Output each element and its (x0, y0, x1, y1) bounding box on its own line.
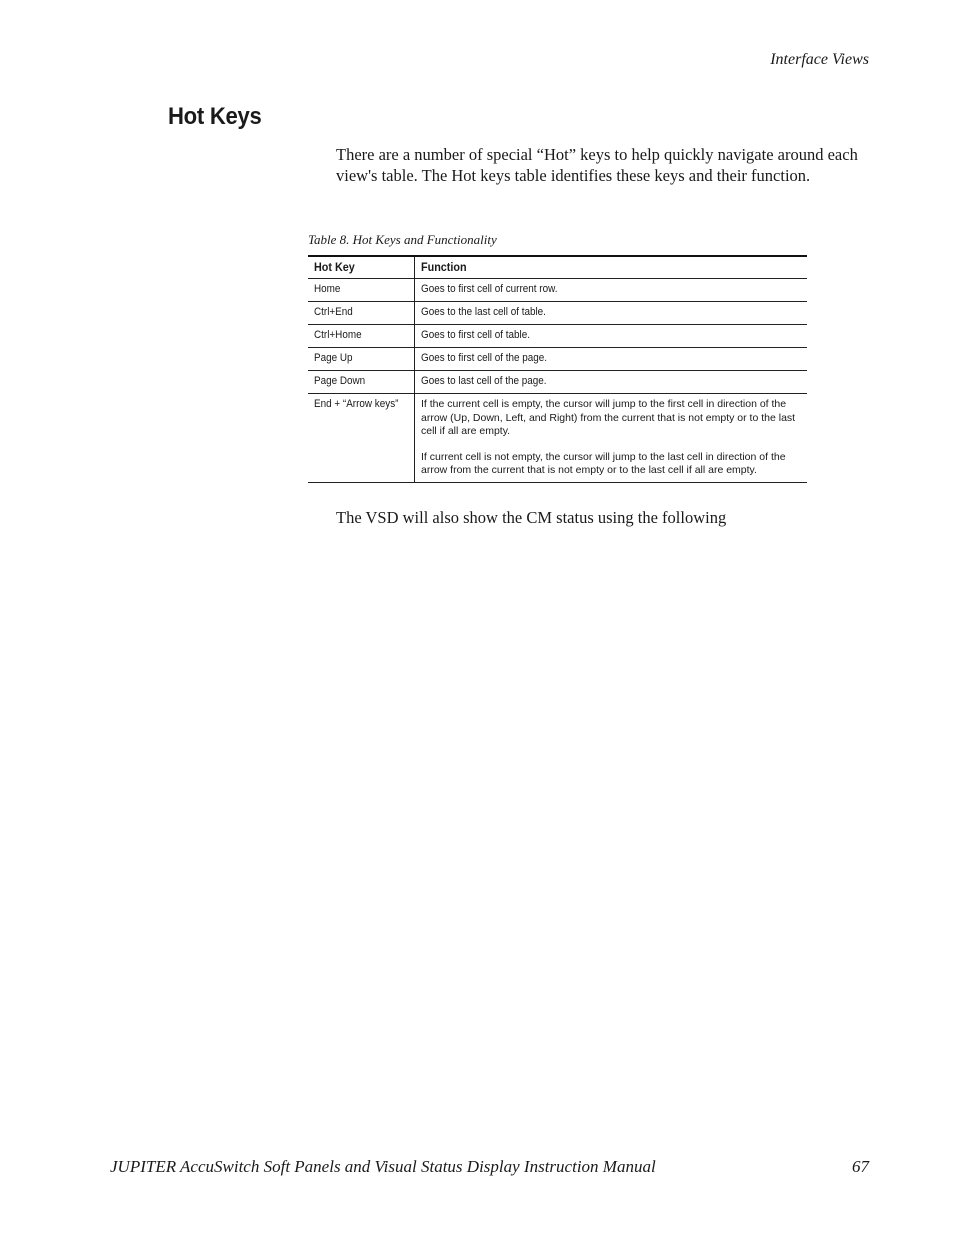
table-caption: Table 8. Hot Keys and Functionality (308, 232, 497, 247)
table-row (308, 325, 807, 348)
column-header-function (415, 256, 808, 279)
footer-page-number: 67 (852, 1157, 869, 1176)
intro-paragraph: There are a number of special “Hot” keys to help quickly navigate around each view's table. The Hot keys table identifies these keys and their function. (336, 145, 858, 185)
function-cell (415, 325, 808, 348)
function-text: Goes to first cell of the page. (421, 352, 548, 364)
column-header-function-label: Function (421, 260, 467, 274)
running-header: Interface Views (770, 51, 869, 68)
function-text-paragraph-1: If the current cell is empty, the cursor will jump to the first cell in direction of the arrow (Up, Down, Left, and Right) from the current that is not empty or to the last cell if all are empty. (421, 398, 796, 437)
table-row (308, 371, 807, 394)
function-text: Goes to last cell of the page. (421, 375, 547, 387)
hot-key-label: Page Up (314, 352, 353, 364)
hot-key-cell (308, 302, 415, 325)
footer-manual-title: JUPITER AccuSwitch Soft Panels and Visual Status Display Instruction Manual (110, 1157, 656, 1176)
section-title: Hot Keys (168, 103, 262, 130)
function-text: Goes to first cell of table. (421, 329, 530, 341)
table-row (308, 394, 807, 483)
hot-key-cell (308, 371, 415, 394)
function-cell (415, 348, 808, 371)
function-cell (415, 302, 808, 325)
function-text: Goes to the last cell of table. (421, 306, 546, 318)
hot-key-cell (308, 394, 415, 483)
table-row (308, 302, 807, 325)
hot-key-label: Ctrl+End (314, 306, 353, 318)
function-cell (415, 371, 808, 394)
function-cell (415, 279, 808, 302)
function-text-paragraph-2: If current cell is not empty, the cursor will jump to the last cell in direction of the arrow from the current that is not empty or to the last cell if all are empty. (421, 450, 786, 476)
function-text: Goes to first cell of current row. (421, 283, 558, 295)
hot-key-cell (308, 325, 415, 348)
column-header-hot-key-label: Hot Key (314, 260, 355, 274)
column-header-hot-key (308, 256, 415, 279)
hot-key-cell (308, 279, 415, 302)
hot-key-label: Home (314, 283, 341, 295)
table-row (308, 279, 807, 302)
function-cell (415, 394, 808, 483)
table-header-row (308, 256, 807, 279)
hot-key-label: Ctrl+Home (314, 329, 362, 341)
hot-key-label: End + “Arrow keys” (314, 398, 399, 410)
hot-key-cell (308, 348, 415, 371)
body-text-after-table: The VSD will also show the CM status using the following (336, 508, 727, 527)
hot-keys-table (308, 255, 807, 483)
hot-key-label: Page Down (314, 375, 366, 387)
table-row (308, 348, 807, 371)
